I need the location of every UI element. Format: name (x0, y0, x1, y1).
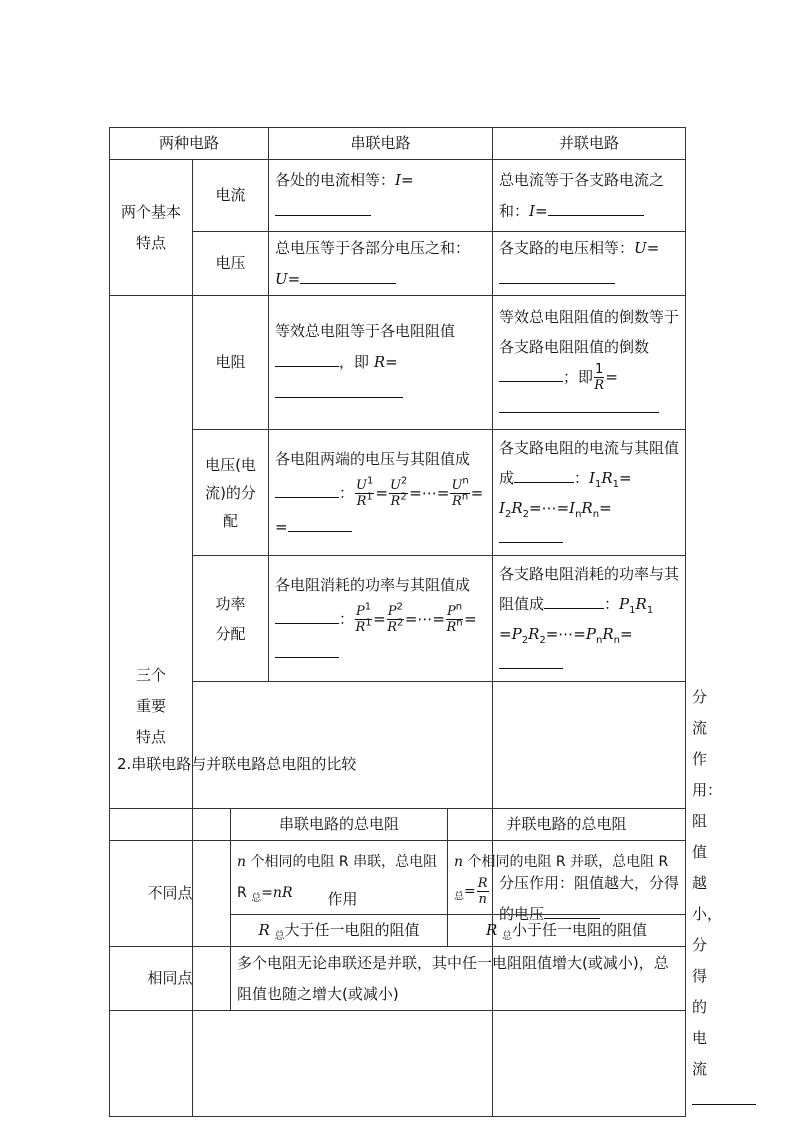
circuit-comparison-table: 两种电路 串联电路 并联电路 两个基本特点 电流 各处的电流相等：I= 总电流等于各支路电流之和：I= 电压 总电压等于各部分电压之和： U= 各支路的电压相等：U= 三个重要特点 电阻 等效总电阻等于各电阻阻值 ，即 R= 等效总电阻阻值的倒数等于各支路电阻阻值的倒数 ；即 $\frac{1}{R}$ = 电压(电流)的分配 各电阻两端的电压与其阻值成 ： $\frac{U^1}{R^1}$ = $\frac{U^2}{R^2}$ =⋯= $\frac{U^n}{R^n}$ = = 各支路电阻的电流与其阻值成 ：$I_1R_1=$ $I_2R_2=\cdots=I_nR_n=$ 功率分配 各电阻消耗的功率与其阻值成 ： $\frac{P^1}{R^1}$ = $\frac{P^2}{R^2}$ =⋯= $\frac{P^n}{R^n}$ = 各支路电阻消耗的功率与其阻值成 ：$P_1R_1$ $=P_2R_2=\cdots=P_nR_n=$ 作用 分压作用：阻值越大，分得的电压 分流作用：阻值越小，分得的电流 (109, 127, 686, 1117)
row-label-differences: 不同点 (110, 841, 231, 947)
header-parallel-total: 并联电路的总电阻 (448, 809, 686, 841)
parallel-power-distribution-cell: 各支路电阻消耗的功率与其阻值成 ：$P_1R_1$ $=P_2R_2=\cdots=P_nR_n=$ (493, 556, 686, 682)
parallel-voltage-cell: 各支路的电压相等：U= (493, 232, 686, 296)
series-voltage-distribution-cell: 各电阻两端的电压与其阻值成 ： $\frac{U^1}{R^1}$ = $\frac{U^2}{R^2}$ =⋯= $\frac{U^n}{R^n}$ = = (269, 430, 493, 556)
series-function-cell: 分压作用：阻值越大，分得的电压 (493, 682, 686, 1117)
series-voltage-cell: 总电压等于各部分电压之和： U= (269, 232, 493, 296)
parallel-total-formula-cell: n 个相同的电阻 R 并联，总电阻 R $_总$= $\frac{R}{n}$ (448, 841, 686, 915)
group-basic-features: 两个基本特点 (110, 160, 193, 296)
row-label-voltage: 电压 (193, 232, 269, 296)
section-caption: 2.串联电路与并联电路总电阻的比较 (117, 755, 357, 773)
similarity-text-cell: 多个电阻无论串联还是并联，其中任一电阻阻值增大(或减小)，总阻值也随之增大(或减小) (231, 947, 686, 1011)
series-current-cell: 各处的电流相等：I= (269, 160, 493, 232)
row-label-function: 作用 (193, 682, 493, 1117)
header-parallel: 并联电路 (493, 128, 686, 160)
parallel-current-distribution-cell: 各支路电阻的电流与其阻值成 ：$I_1R_1=$ $I_2R_2=\cdots=I_nR_n=$ (493, 430, 686, 556)
header-series: 串联电路 (269, 128, 493, 160)
parallel-resistance-cell: 等效总电阻阻值的倒数等于各支路电阻阻值的倒数 ；即 $\frac{1}{R}$ = (493, 296, 686, 430)
series-total-comparison-cell: R $_总$大于任一电阻的阻值 (231, 915, 448, 947)
series-resistance-cell: 等效总电阻等于各电阻阻值 ，即 R= (269, 296, 493, 430)
parallel-total-comparison-cell: R $_总$小于任一电阻的阻值 (448, 915, 686, 947)
group-important-features: 三个重要特点 (110, 296, 193, 1117)
header-series-total: 串联电路的总电阻 (231, 809, 448, 841)
row-label-similarities: 相同点 (110, 947, 231, 1011)
row-label-power-distribution: 功率分配 (193, 556, 269, 682)
row-label-resistance: 电阻 (193, 296, 269, 430)
series-total-formula-cell: n 个相同的电阻 R 串联，总电阻 R $_总$=nR (231, 841, 448, 915)
row-label-current: 电流 (193, 160, 269, 232)
parallel-current-cell: 总电流等于各支路电流之和：I= (493, 160, 686, 232)
row-label-voltage-current-distribution: 电压(电流)的分配 (193, 430, 269, 556)
series-power-distribution-cell: 各电阻消耗的功率与其阻值成 ： $\frac{P^1}{R^1}$ = $\frac{P^2}{R^2}$ =⋯= $\frac{P^n}{R^n}$ = (269, 556, 493, 682)
total-resistance-comparison-table (109, 808, 686, 1011)
header-empty-cell (110, 809, 231, 841)
header-circuit-kind: 两种电路 (110, 128, 269, 160)
